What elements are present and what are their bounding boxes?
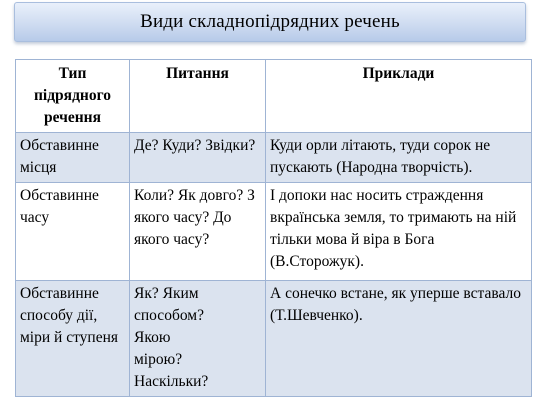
header-question: Питання: [130, 60, 266, 133]
cell-question: Як? Яким способом? Якою мірою? Наскільки?: [130, 281, 266, 397]
cell-question: Де? Куди? Звідки?: [130, 133, 266, 183]
cell-example: А сонечко встане, як уперше вставало (Т.Шевченко).: [266, 281, 532, 397]
header-type: Тип підрядного речення: [16, 60, 130, 133]
cell-type: Обставинне способу дії, міри й ступеня: [16, 281, 130, 397]
cell-question: Коли? Як довго? З якого часу? До якого часу?: [130, 183, 266, 281]
cell-type: Обставинне часу: [16, 183, 130, 281]
header-examples: Приклади: [266, 60, 532, 133]
cell-example: Куди орли літають, туди сорок не пускають (Народна творчість).: [266, 133, 532, 183]
clause-types-table: [15, 59, 532, 397]
table-header-row: [16, 60, 532, 133]
table-row: [16, 133, 532, 183]
table-row: [16, 183, 532, 281]
cell-example: І допоки нас носить страждення вкраїнська земля, то тримають на ній тільки мова й віра в Бога (В.Сторожук).: [266, 183, 532, 281]
slide-title: Види складнопідрядних речень: [14, 2, 526, 42]
cell-type: Обставинне місця: [16, 133, 130, 183]
table-row: [16, 281, 532, 397]
